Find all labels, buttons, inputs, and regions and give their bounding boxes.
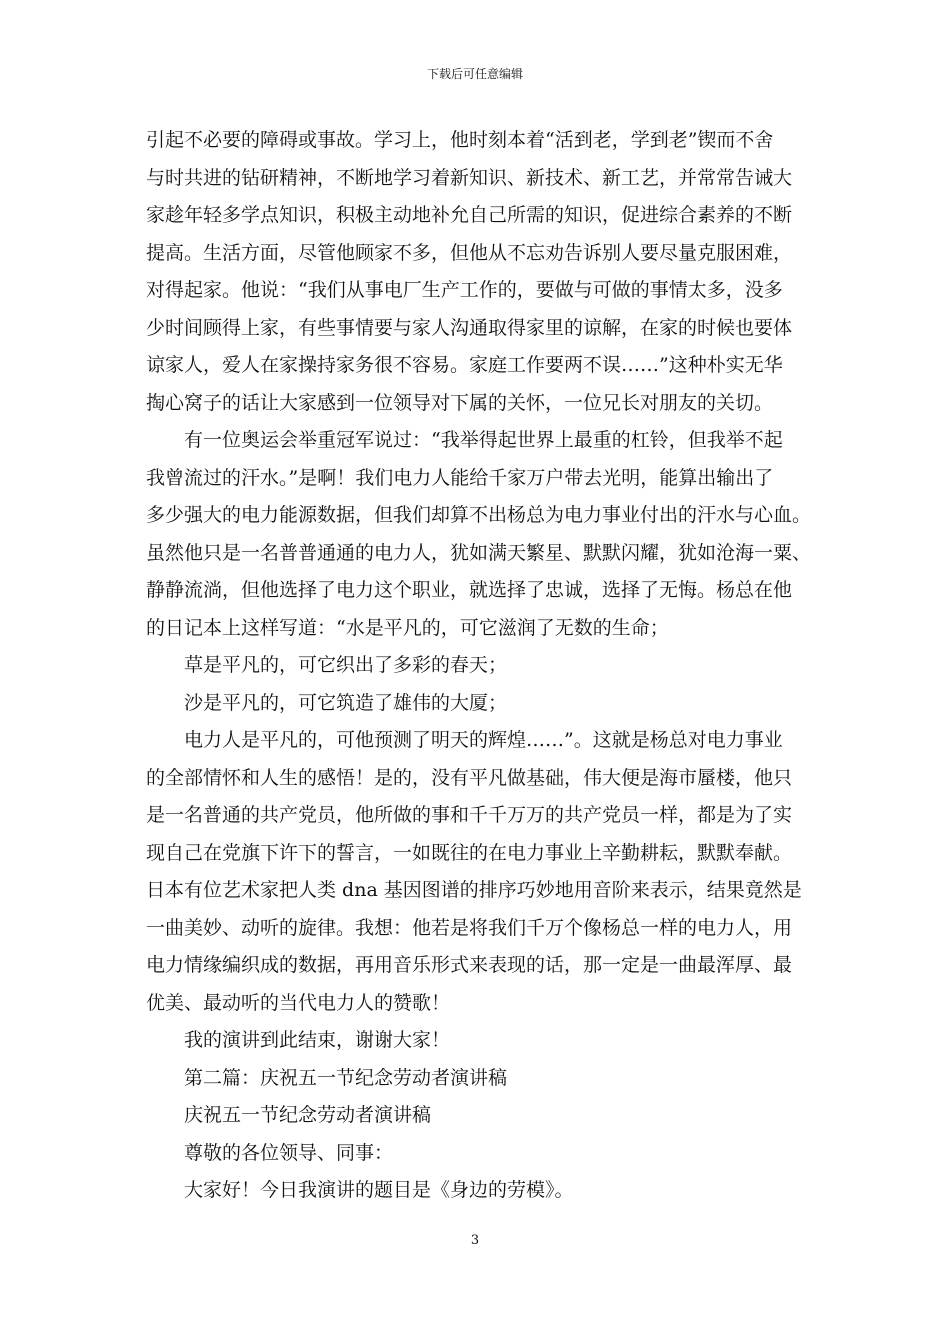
text-line: 现自己在党旗下许下的誓言，一如既往的在电力事业上辛勤耕耘，默默奉献。 — [146, 841, 793, 864]
text-line: 的全部情怀和人生的感悟！是的，没有平凡做基础，伟大便是海市蜃楼，他只 — [146, 766, 793, 789]
text-line: 沙是平凡的，可它筑造了雄伟的大厦； — [184, 691, 508, 714]
text-line: 有一位奥运会举重冠军说过：“我举得起世界上最重的杠铃，但我举不起 — [184, 429, 783, 451]
text-line: 虽然他只是一名普普通通的电力人，犹如满天繁星、默默闪耀，犹如沧海一粟、 — [146, 541, 812, 564]
text-line: 第二篇：庆祝五一节纪念劳动者演讲稿 — [184, 1066, 508, 1089]
text-line: 草是平凡的，可它织出了多彩的春天； — [184, 654, 508, 676]
page-header: 下载后可任意编辑 — [426, 67, 523, 81]
page-number: 3 — [470, 1233, 480, 1248]
text-line: 多少强大的电力能源数据，但我们却算不出杨总为电力事业付出的汗水与心血。 — [146, 504, 812, 526]
text-line: 谅家人，爱人在家操持家务很不容易。家庭工作要两不误……”这种朴实无华 — [146, 354, 783, 376]
text-line: 我曾流过的汗水。”是啊！我们电力人能给千家万户带去光明，能算出输出了 — [146, 466, 774, 489]
text-line: 尊敬的各位领导、同事： — [184, 1141, 394, 1164]
text-line: 庆祝五一节纪念劳动者演讲稿 — [184, 1104, 432, 1126]
text-line: 日本有位艺术家把人类 dna 基因图谱的排序巧妙地用音阶来表示，结果竟然是 — [146, 879, 802, 901]
text-line: 的日记本上这样写道：“水是平凡的，可它滋润了无数的生命； — [146, 616, 669, 639]
text-line: 电力人是平凡的，可他预测了明天的辉煌……”。这就是杨总对电力事业 — [184, 729, 783, 751]
text-line: 一曲美妙、动听的旋律。我想：他若是将我们千万个像杨总一样的电力人，用 — [146, 916, 793, 939]
text-line: 引起不必要的障碍或事故。学习上，他时刻本着“活到老，学到老”锲而不舍 — [146, 129, 774, 151]
text-line: 提高。生活方面，尽管他顾家不多，但他从不忘劝告诉别人要尽量克服困难， — [146, 241, 793, 264]
text-line: 大家好！今日我演讲的题目是《身边的劳模》。 — [184, 1179, 574, 1201]
text-line: 是一名普通的共产党员，他所做的事和千千万万的共产党员一样，都是为了实 — [146, 804, 793, 826]
text-line: 掏心窝子的话让大家感到一位领导对下属的关怀，一位兄长对朋友的关切。 — [146, 391, 774, 414]
text-line: 电力情缘编织成的数据，再用音乐形式来表现的话，那一定是一曲最浑厚、最 — [146, 954, 793, 976]
text-line: 优美、最动听的当代电力人的赞歌！ — [146, 991, 451, 1014]
text-line: 家趁年轻多学点知识，积极主动地补允自己所需的知识，促进综合素养的不断 — [146, 204, 793, 226]
document-body — [146, 122, 810, 1210]
text-line: 我的演讲到此结束，谢谢大家！ — [184, 1029, 451, 1051]
text-line: 对得起家。他说：“我们从事电厂生产工作的，要做与可做的事情太多，没多 — [146, 279, 783, 301]
text-line: 少时间顾得上家，有些事情要与家人沟通取得家里的谅解，在家的时候也要体 — [146, 316, 793, 339]
text-line: 静静流淌，但他选择了电力这个职业，就选择了忠诚，选择了无悔。杨总在他 — [146, 579, 793, 601]
text-line: 与时共进的钻研精神，不断地学习着新知识、新技术、新工艺，并常常告诫大 — [146, 166, 793, 189]
